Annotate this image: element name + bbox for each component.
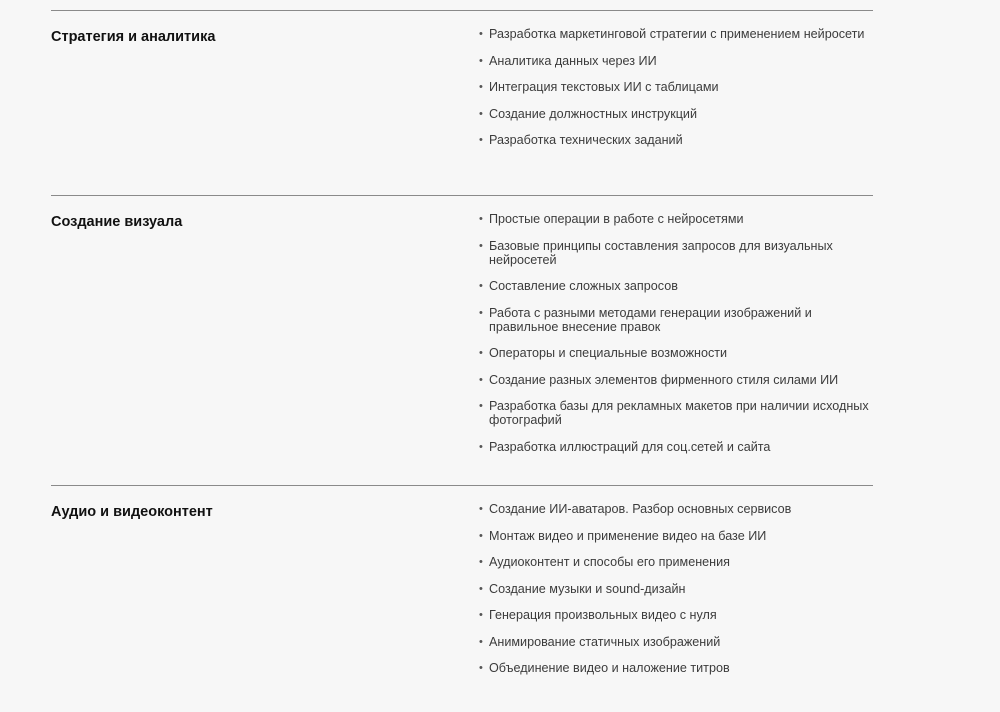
topic-list bbox=[479, 27, 869, 195]
list-item: • Разработка технических заданий bbox=[479, 133, 869, 147]
list-item: • Операторы и специальные возможности bbox=[479, 346, 869, 360]
list-item: • Аналитика данных через ИИ bbox=[479, 54, 869, 68]
list-item: • Создание ИИ-аватаров. Разбор основных сервисов bbox=[479, 502, 869, 516]
list-item: • Базовые принципы составления запросов для визуальных нейросетей bbox=[479, 239, 869, 267]
list-item: • Генерация произвольных видео с нуля bbox=[479, 608, 869, 622]
list-item: • Создание разных элементов фирменного стиля силами ИИ bbox=[479, 373, 869, 387]
section-title: Стратегия и аналитика bbox=[51, 29, 216, 45]
course-program bbox=[51, 10, 873, 712]
list-item: • Создание должностных инструкций bbox=[479, 107, 869, 121]
list-item: • Интеграция текстовых ИИ с таблицами bbox=[479, 80, 869, 94]
list-item: • Составление сложных запросов bbox=[479, 279, 869, 293]
section-visual-creation bbox=[51, 195, 873, 485]
list-item: • Разработка маркетинговой стратегии с применением нейросети bbox=[479, 27, 869, 41]
list-item: • Аудиоконтент и способы его применения bbox=[479, 555, 869, 569]
list-item: • Объединение видео и наложение титров bbox=[479, 661, 869, 675]
section-strategy-analytics bbox=[51, 10, 873, 195]
list-item: • Простые операции в работе с нейросетями bbox=[479, 212, 869, 226]
topic-list bbox=[479, 212, 869, 485]
topic-list bbox=[479, 502, 869, 712]
list-item: • Создание музыки и sound-дизайн bbox=[479, 582, 869, 596]
list-item: • Разработка иллюстраций для соц.сетей и сайта bbox=[479, 440, 869, 454]
list-item: • Работа с разными методами генерации изображений и правильное внесение правок bbox=[479, 306, 869, 334]
section-title: Создание визуала bbox=[51, 214, 183, 230]
list-item: • Анимирование статичных изображений bbox=[479, 635, 869, 649]
list-item: • Монтаж видео и применение видео на базе ИИ bbox=[479, 529, 869, 543]
list-item: • Разработка базы для рекламных макетов при наличии исходных фотографий bbox=[479, 399, 869, 427]
section-audio-video bbox=[51, 485, 873, 712]
section-title: Аудио и видеоконтент bbox=[51, 504, 213, 520]
